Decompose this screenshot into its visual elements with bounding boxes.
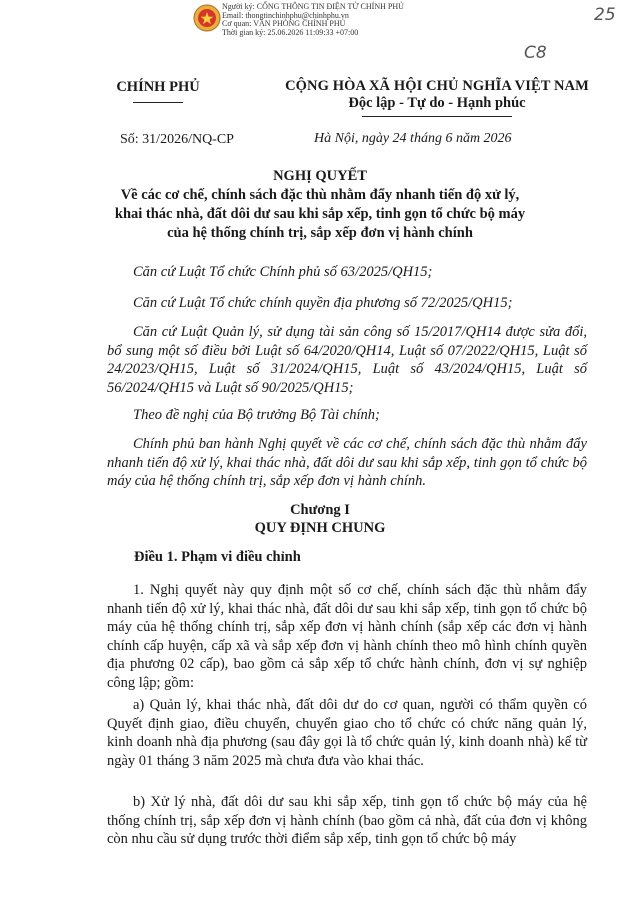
- handwritten-mark: C8: [524, 43, 547, 63]
- national-title: CỘNG HÒA XÃ HỘI CHỦ NGHĨA VIỆT NAM: [285, 78, 589, 94]
- chapter-title: QUY ĐỊNH CHUNG: [254, 520, 386, 536]
- signature-email: Email: thongtinchinhphu@chinhphu.vn: [222, 10, 349, 20]
- article-1-point-b: b) Xử lý nhà, đất dôi dư sau khi sắp xếp, tinh gọn tổ chức bộ máy của hệ thống chính trị, sắp xếp đơn vị hành chính (bao gồm cả nhà, đất của đơn vị không còn nhu cầu sử dụng trước thời điểm sắp xếp, tinh gọn tổ chức bộ máy: [107, 794, 587, 848]
- motto-divider: [362, 116, 512, 117]
- signature-agency: Cơ quan: VĂN PHÒNG CHÍNH PHỦ: [222, 19, 346, 29]
- national-motto: Độc lập - Tự do - Hạnh phúc: [348, 95, 526, 111]
- handwritten-number: 25: [594, 5, 616, 25]
- signature-signer: Người ký: CỔNG THÔNG TIN ĐIỆN TỬ CHÍNH PHỦ: [222, 2, 404, 11]
- preamble-basis-3: Căn cứ Luật Quản lý, sử dụng tài sản công số 15/2017/QH14 được sửa đổi, bổ sung một số điều bởi Luật số 64/2020/QH14, Luật số 07/2022/QH15, Luật số 24/2023/QH15, Luật số 31/2024/QH15, Luật số 43/2024/QH15, Luật số 56/2024/QH15 và Luật số 90/2025/QH15;: [107, 324, 587, 396]
- preamble-basis-2: Căn cứ Luật Tổ chức chính quyền địa phương số 72/2025/QH15;: [133, 295, 513, 311]
- emblem-seal-icon: [193, 4, 221, 32]
- signature-time: Thời gian ký: 25.06.2026 11:09:33 +07:00: [222, 27, 359, 37]
- chapter-number: Chương I: [290, 502, 350, 518]
- place-date: Hà Nội, ngày 24 tháng 6 năm 2026: [314, 131, 512, 146]
- document-title-line1: Về các cơ chế, chính sách đặc thù nhằm đẩy nhanh tiến độ xử lý,: [120, 187, 520, 203]
- article-1-clause-1: 1. Nghị quyết này quy định một số cơ chế, chính sách đặc thù nhằm đẩy nhanh tiến độ xử lý, khai thác nhà, đất dôi dư sau khi sắp xếp, tinh gọn tổ chức bộ máy của hệ thống chính trị, sắp xếp đơn vị hành chính (sắp xếp các đơn vị hành chính cấp huyện, cấp xã và sắp xếp đơn vị hành chính theo mô hình chính quyền địa phương 02 cấp), bao gồm cả sắp xếp tổ chức hành chính, đơn vị sự nghiệp công lập; gồm:: [107, 582, 587, 691]
- document-number: Số: 31/2026/NQ-CP: [120, 132, 234, 147]
- digital-signature-block: [222, 3, 404, 37]
- article-1-heading: Điều 1. Phạm vi điều chỉnh: [134, 549, 301, 565]
- document-type: NGHỊ QUYẾT: [273, 168, 367, 184]
- article-1-point-a: a) Quản lý, khai thác nhà, đất dôi dư do cơ quan, người có thẩm quyền có Quyết định giao, điều chuyển, chuyển giao cho tổ chức có chức năng quản lý, kinh doanh nhà địa phương (sau đây gọi là tổ chức quản lý, kinh doanh nhà) kể từ ngày 01 tháng 3 năm 2025 mà chưa đưa vào khai thác.: [107, 697, 587, 769]
- issuing-agency: CHÍNH PHỦ: [116, 79, 200, 95]
- agency-divider: [133, 102, 183, 103]
- document-title-line3: của hệ thống chính trị, sắp xếp đơn vị hành chính: [167, 225, 473, 241]
- preamble-enactment: Chính phủ ban hành Nghị quyết về các cơ chế, chính sách đặc thù nhằm đẩy nhanh tiến độ xử lý, khai thác nhà, đất dôi dư sau khi sắp xếp, tinh gọn tổ chức bộ máy của hệ thống chính trị, sắp xếp đơn vị hành chính.: [107, 436, 587, 490]
- document-title-line2: khai thác nhà, đất dôi dư sau khi sắp xếp, tinh gọn tổ chức bộ máy: [114, 206, 526, 222]
- preamble-proposal: Theo đề nghị của Bộ trưởng Bộ Tài chính;: [133, 407, 380, 423]
- preamble-basis-1: Căn cứ Luật Tổ chức Chính phủ số 63/2025/QH15;: [133, 264, 433, 280]
